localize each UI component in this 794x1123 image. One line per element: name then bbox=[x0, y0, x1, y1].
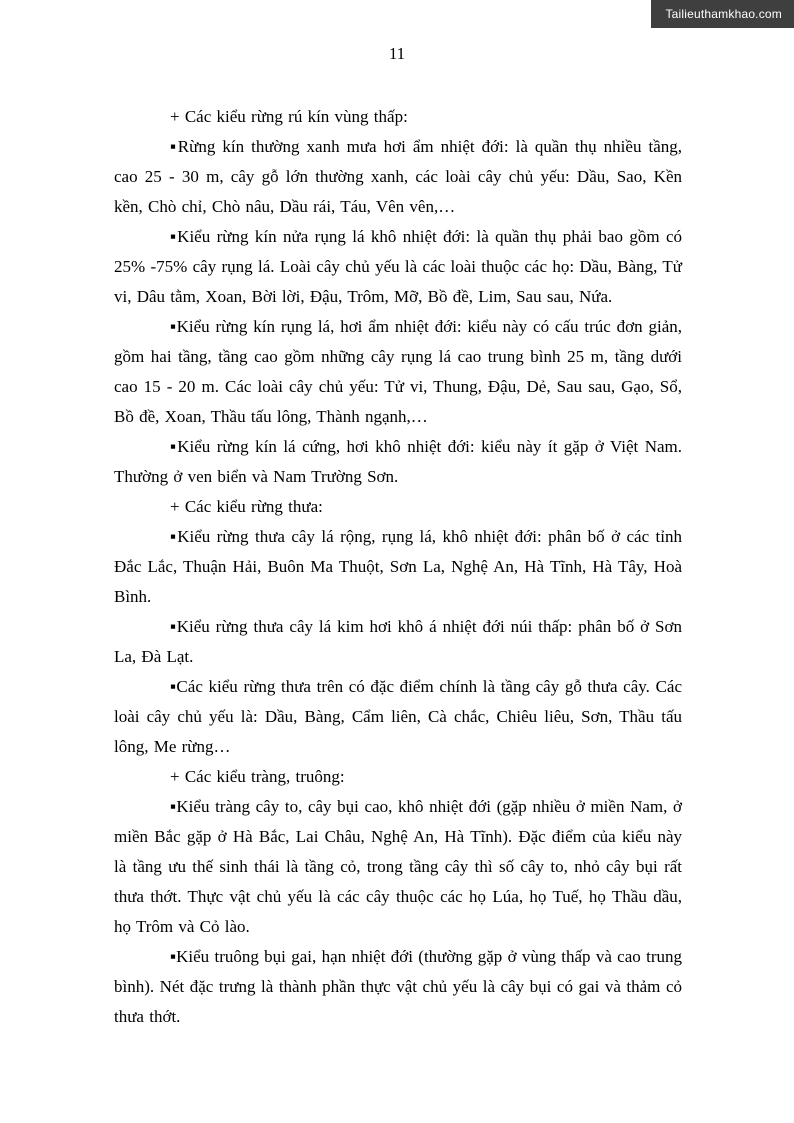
paragraph: ▪Rừng kín thường xanh mưa hơi ẩm nhiệt đới: là quần thụ nhiều tầng, cao 25 - 30 m, cây gỗ lớn thường xanh, các loài cây chủ yếu: Dầu, Sao, Kền kền, Chò chỉ, Chò nâu, Dầu rái, Táu, Vên vên,… bbox=[114, 137, 682, 216]
paragraph: ▪Kiểu rừng kín rụng lá, hơi ẩm nhiệt đới: kiểu này có cấu trúc đơn giản, gồm hai tầng, tầng cao gồm những cây rụng lá cao trung bình 25 m, tầng dưới cao 15 - 20 m. Các loài cây chủ yếu: Tử vi, Thung, Đậu, Dẻ, Sau sau, Gạo, Sổ, Bồ đề, Xoan, Thầu tấu lông, Thành ngạnh,… bbox=[114, 317, 682, 426]
paragraph: + Các kiểu tràng, truông: bbox=[170, 767, 345, 786]
paragraph: ▪Kiểu truông bụi gai, hạn nhiệt đới (thường gặp ở vùng thấp và cao trung bình). Nét đặc trưng là thành phần thực vật chủ yếu là cây bụi có gai và thảm cỏ thưa thớt. bbox=[114, 947, 682, 1026]
page-number: 11 bbox=[388, 44, 406, 63]
paragraph: ▪Kiểu rừng kín nửa rụng lá khô nhiệt đới: là quần thụ phải bao gồm có 25% -75% cây rụng lá. Loài cây chủ yếu là các loài thuộc các họ: Dầu, Bàng, Tử vi, Dâu tằm, Xoan, Bời lời, Đậu, Trôm, Mỡ, Bồ đề, Lim, Sau sau, Nứa. bbox=[114, 227, 682, 306]
paragraph: ▪Kiểu rừng thưa cây lá rộng, rụng lá, khô nhiệt đới: phân bố ở các tỉnh Đắc Lắc, Thuận Hải, Buôn Ma Thuột, Sơn La, Nghệ An, Hà Tĩnh, Hà Tây, Hoà Bình. bbox=[114, 527, 682, 606]
paragraph: ▪Kiểu tràng cây to, cây bụi cao, khô nhiệt đới (gặp nhiều ở miền Nam, ở miền Bắc gặp ở Hà Bắc, Lai Châu, Nghệ An, Hà Tĩnh). Đặc điểm của kiểu này là tầng ưu thế sinh thái là tầng cỏ, trong tầng cây thì số cây to, nhỏ cây bụi rất thưa thớt. Thực vật chủ yếu là các cây thuộc các họ Lúa, họ Tuế, họ Thầu dầu, họ Trôm và Cỏ lào. bbox=[114, 797, 682, 936]
paragraph: ▪Kiểu rừng kín lá cứng, hơi khô nhiệt đới: kiểu này ít gặp ở Việt Nam. Thường ở ven biển và Nam Trường Sơn. bbox=[114, 437, 682, 486]
paragraph: ▪Các kiểu rừng thưa trên có đặc điểm chính là tầng cây gỗ thưa cây. Các loài cây chủ yếu là: Dầu, Bàng, Cẩm liên, Cà chắc, Chiêu liêu, Sơn, Thầu tấu lông, Me rừng… bbox=[114, 677, 682, 756]
paragraph: + Các kiểu rừng thưa: bbox=[170, 497, 323, 516]
paragraph: ▪Kiểu rừng thưa cây lá kim hơi khô á nhiệt đới núi thấp: phân bố ở Sơn La, Đà Lạt. bbox=[114, 617, 682, 666]
watermark-badge: Tailieuthamkhao.com bbox=[651, 0, 794, 28]
paragraph: + Các kiểu rừng rú kín vùng thấp: bbox=[170, 107, 408, 126]
document-body bbox=[114, 102, 682, 1032]
